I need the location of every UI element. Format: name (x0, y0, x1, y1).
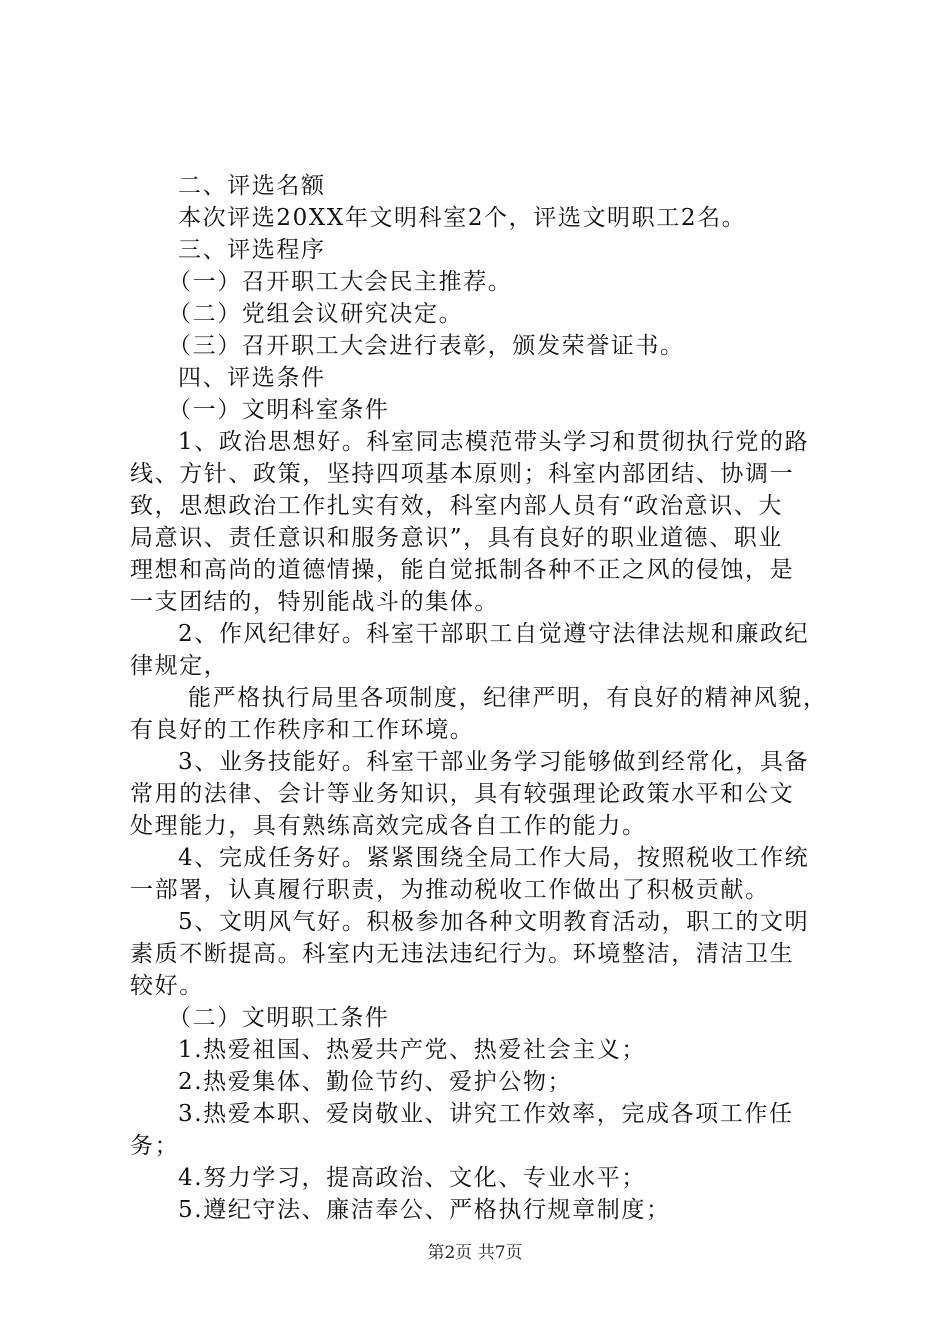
paragraph-line: 律规定， (130, 653, 229, 679)
list-item: 1.热爱祖国、热爱共产党、热爱社会主义； (178, 1037, 646, 1063)
paragraph-line: 4、完成任务好。紧紧围绕全局工作大局，按照税收工作统 (178, 845, 810, 871)
paragraph-line: 有良好的工作秩序和工作环境。 (130, 717, 475, 743)
section-heading: 四、评选条件 (178, 365, 326, 391)
paragraph-line: 理想和高尚的道德情操，能自觉抵制各种不正之风的侵蚀，是 (130, 557, 795, 583)
list-item: 3.热爱本职、爱岗敬业、讲究工作效率，完成各项工作任 (178, 1101, 794, 1127)
list-item-continuation: 务； (130, 1133, 180, 1159)
list-item: 2.热爱集体、勤俭节约、爱护公物； (178, 1069, 573, 1095)
paragraph-line: 1、政治思想好。科室同志模范带头学习和贯彻执行党的路 (178, 429, 810, 455)
paragraph-line: 较好。 (130, 973, 204, 999)
document-body (130, 170, 830, 1226)
list-item: 4.努力学习，提高政治、文化、专业水平； (178, 1165, 646, 1191)
paragraph-line: 本次评选20XX年文明科室2个，评选文明职工2名。 (178, 205, 747, 231)
list-item: （一）召开职工大会民主推荐。 (168, 269, 513, 295)
paragraph-line: 一支团结的，特别能战斗的集体。 (130, 589, 499, 615)
subsection-heading: （一）文明科室条件 (168, 397, 390, 423)
paragraph-line: 致，思想政治工作扎实有效，科室内部人员有“政治意识、大 (130, 493, 783, 519)
paragraph-line: 素质不断提高。科室内无违法违纪行为。环境整洁，清洁卫生 (130, 941, 795, 967)
subsection-heading: （二）文明职工条件 (168, 1005, 390, 1031)
list-item: 5.遵纪守法、廉洁奉公、严格执行规章制度； (178, 1197, 671, 1223)
list-item: （三）召开职工大会进行表彰，颁发荣誉证书。 (168, 333, 685, 359)
paragraph-line: 常用的法律、会计等业务知识，具有较强理论政策水平和公文 (130, 781, 795, 807)
paragraph-line: 能严格执行局里各项制度，纪律严明，有良好的精神风貌， (188, 685, 828, 711)
section-heading: 三、评选程序 (178, 237, 326, 263)
section-heading: 二、评选名额 (178, 173, 326, 199)
paragraph-line: 局意识、责任意识和服务意识”，具有良好的职业道德、职业 (130, 525, 783, 551)
paragraph-line: 处理能力，具有熟练高效完成各自工作的能力。 (130, 813, 647, 839)
paragraph-line: 线、方针、政策，坚持四项基本原则；科室内部团结、协调一 (130, 461, 795, 487)
paragraph-line: 一部署，认真履行职责，为推动税收工作做出了积极贡献。 (130, 877, 770, 903)
page-number-footer: 第2页 共7页 (427, 1243, 523, 1263)
list-item: （二）党组会议研究决定。 (168, 301, 464, 327)
paragraph-line: 5、文明风气好。积极参加各种文明教育活动，职工的文明 (178, 909, 810, 935)
paragraph-line: 2、作风纪律好。科室干部职工自觉遵守法律法规和廉政纪 (178, 621, 810, 647)
paragraph-line: 3、业务技能好。科室干部业务学习能够做到经常化，具备 (178, 749, 810, 775)
